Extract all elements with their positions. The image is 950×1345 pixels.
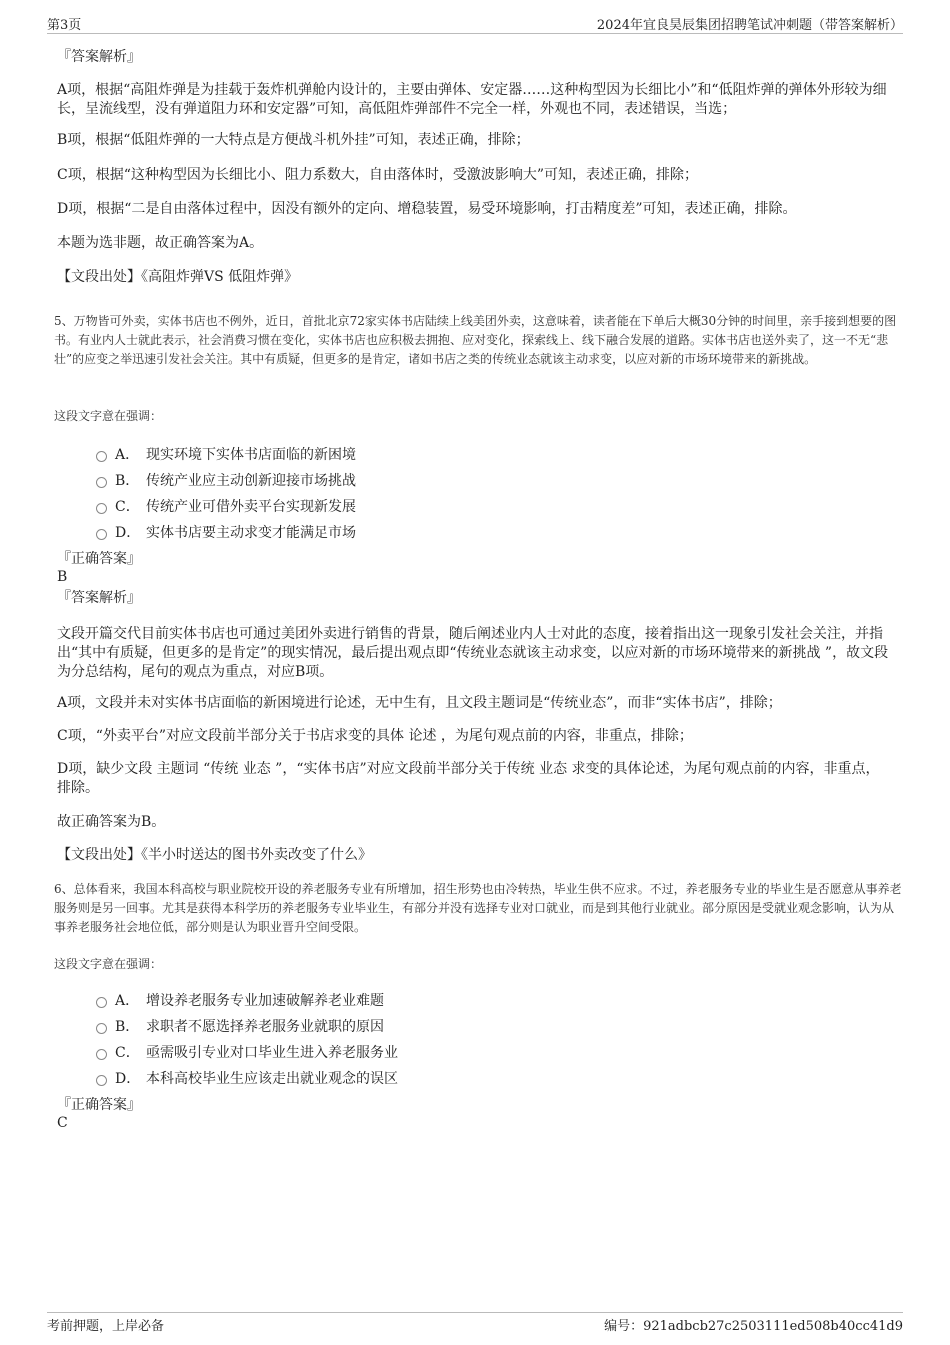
radio-icon[interactable] bbox=[96, 477, 107, 488]
q4-analysis-title: 『答案解析』 bbox=[57, 49, 141, 65]
option-letter: D． bbox=[115, 1071, 141, 1087]
footer-divider bbox=[47, 1312, 903, 1313]
q5-option-d[interactable] bbox=[96, 522, 356, 542]
option-letter: D． bbox=[115, 525, 141, 541]
option-letter: C． bbox=[115, 1045, 140, 1061]
option-text: 亟需吸引专业对口毕业生进入养老服务业 bbox=[146, 1045, 398, 1061]
q6-option-b[interactable] bbox=[96, 1016, 384, 1036]
option-letter: C． bbox=[115, 499, 140, 515]
page-footer bbox=[47, 1315, 903, 1334]
radio-icon[interactable] bbox=[96, 451, 107, 462]
option-letter: B． bbox=[115, 473, 140, 489]
footer-code: 编号：921adbcb27c2503111ed508b40cc41d9 bbox=[604, 1319, 903, 1334]
q6-answer-title: 『正确答案』 bbox=[57, 1097, 141, 1113]
option-text: 实体书店要主动求变才能满足市场 bbox=[146, 525, 356, 541]
document-title: 2024年宜良昊辰集团招聘笔试冲刺题（带答案解析） bbox=[596, 18, 903, 33]
option-text: 增设养老服务专业加速破解养老业难题 bbox=[146, 993, 384, 1009]
option-letter: B． bbox=[115, 1019, 140, 1035]
q6-option-a[interactable] bbox=[96, 990, 384, 1010]
q6-answer: C bbox=[57, 1115, 68, 1131]
q5-answer-title: 『正确答案』 bbox=[57, 551, 141, 567]
option-letter: A． bbox=[115, 447, 140, 463]
header-divider bbox=[47, 33, 903, 34]
q4-analysis-b: B项，根据“低阻炸弹的一大特点是方便战斗机外挂”可知，表述正确，排除； bbox=[57, 132, 530, 148]
q5-conclusion: 故正确答案为B。 bbox=[57, 814, 166, 830]
q5-option-a[interactable] bbox=[96, 444, 356, 464]
radio-icon[interactable] bbox=[96, 503, 107, 514]
q5-source: 【文段出处】《半小时送达的图书外卖改变了什么》 bbox=[57, 847, 372, 863]
q5-analysis-d: D项，缺少文段 主题词 “传统 业态 ”，“实体书店”对应文段前半部分关于传统 业态 求变的具体论述，为尾句观点前的内容，非重点，排除。 bbox=[57, 761, 880, 796]
option-text: 求职者不愿选择养老服务业就职的原因 bbox=[146, 1019, 384, 1035]
q5-analysis-a: A项，文段并未对实体书店面临的新困境进行论述，无中生有，且文段主题词是“传统业态”，而非“实体书店”，排除； bbox=[57, 695, 782, 711]
q5-passage: 5、万物皆可外卖，实体书店也不例外，近日，首批北京72家实体书店陆续上线美团外卖，这意味着，读者能在下单后大概30分钟的时间里，亲手接到想要的图书。有业内人士就此表示，社会消费习惯在变化，实体书店也应积极去拥抱、应对变化，探索线上、线下融合发展的道路。实体书店也送外卖了，这一不无“悲壮”的应变之举迅速引发社会关注。其中有质疑，但更多的是肯定，诸如书店之类的传统业态就该主动求变，以应对新的市场环境带来的新挑战。 bbox=[54, 314, 897, 366]
q5-analysis-main: 文段开篇交代目前实体书店也可通过美团外卖进行销售的背景，随后阐述业内人士对此的态度，接着指出这一现象引发社会关注，并指出“其中有质疑，但更多的是肯定”的现实情况，最后提出观点即“传统业态就该主动求变，以应对新的市场环境带来的新挑战 ”，故文段为分总结构，尾句的观点为重点，对应B项。 bbox=[57, 626, 889, 680]
radio-icon[interactable] bbox=[96, 1023, 107, 1034]
q5-option-c[interactable] bbox=[96, 496, 356, 516]
q4-analysis-c: C项，根据“这种构型因为长细比小、阻力系数大，自由落体时，受激波影响大”可知，表述正确，排除； bbox=[57, 167, 699, 183]
q4-analysis-a: A项，根据“高阻炸弹是为挂载于轰炸机弹舱内设计的，主要由弹体、安定器……这种构型因为长细比小”和“低阻炸弹的弹体外形较为细长，呈流线型，没有弹道阻力环和安定器”可知，高低阻炸弹部件不完全一样，外观也不同，表述错误，当选； bbox=[57, 82, 887, 117]
option-text: 本科高校毕业生应该走出就业观念的误区 bbox=[146, 1071, 398, 1087]
q5-answer: B bbox=[57, 569, 68, 585]
q6-option-c[interactable] bbox=[96, 1042, 398, 1062]
q5-analysis-title: 『答案解析』 bbox=[57, 590, 141, 606]
option-text: 传统产业可借外卖平台实现新发展 bbox=[146, 499, 356, 515]
radio-icon[interactable] bbox=[96, 1075, 107, 1086]
option-text: 现实环境下实体书店面临的新困境 bbox=[146, 447, 356, 463]
page-number: 第3页 bbox=[47, 18, 82, 33]
page-header bbox=[47, 14, 903, 32]
radio-icon[interactable] bbox=[96, 1049, 107, 1060]
q6-option-d[interactable] bbox=[96, 1068, 398, 1088]
q5-analysis-c: C项，“外卖平台”对应文段前半部分关于书店求变的具体 论述 ，为尾句观点前的内容，非重点，排除； bbox=[57, 728, 693, 744]
option-letter: A． bbox=[115, 993, 140, 1009]
radio-icon[interactable] bbox=[96, 997, 107, 1008]
option-text: 传统产业应主动创新迎接市场挑战 bbox=[146, 473, 356, 489]
q4-source: 【文段出处】《高阻炸弹VS 低阻炸弹》 bbox=[57, 269, 299, 285]
q5-option-b[interactable] bbox=[96, 470, 356, 490]
q6-prompt: 这段文字意在强调： bbox=[54, 957, 163, 971]
radio-icon[interactable] bbox=[96, 529, 107, 540]
q5-prompt: 这段文字意在强调： bbox=[54, 409, 163, 423]
footer-slogan: 考前押题，上岸必备 bbox=[47, 1319, 165, 1334]
q4-analysis-d: D项，根据“二是自由落体过程中，因没有额外的定向、增稳装置，易受环境影响，打击精度差”可知，表述正确，排除。 bbox=[57, 201, 797, 217]
q4-conclusion: 本题为选非题，故正确答案为A。 bbox=[57, 235, 264, 251]
q6-passage: 6、总体看来，我国本科高校与职业院校开设的养老服务专业有所增加，招生形势也由冷转热，毕业生供不应求。不过，养老服务专业的毕业生是否愿意从事养老服务则是另一回事。尤其是获得本科学历的养老服务专业毕业生，有部分并没有选择专业对口就业，而是到其他行业就业。部分原因是受就业观念影响，认为从事养老服务社会地位低，部分则是认为职业晋升空间受限。 bbox=[54, 882, 902, 934]
